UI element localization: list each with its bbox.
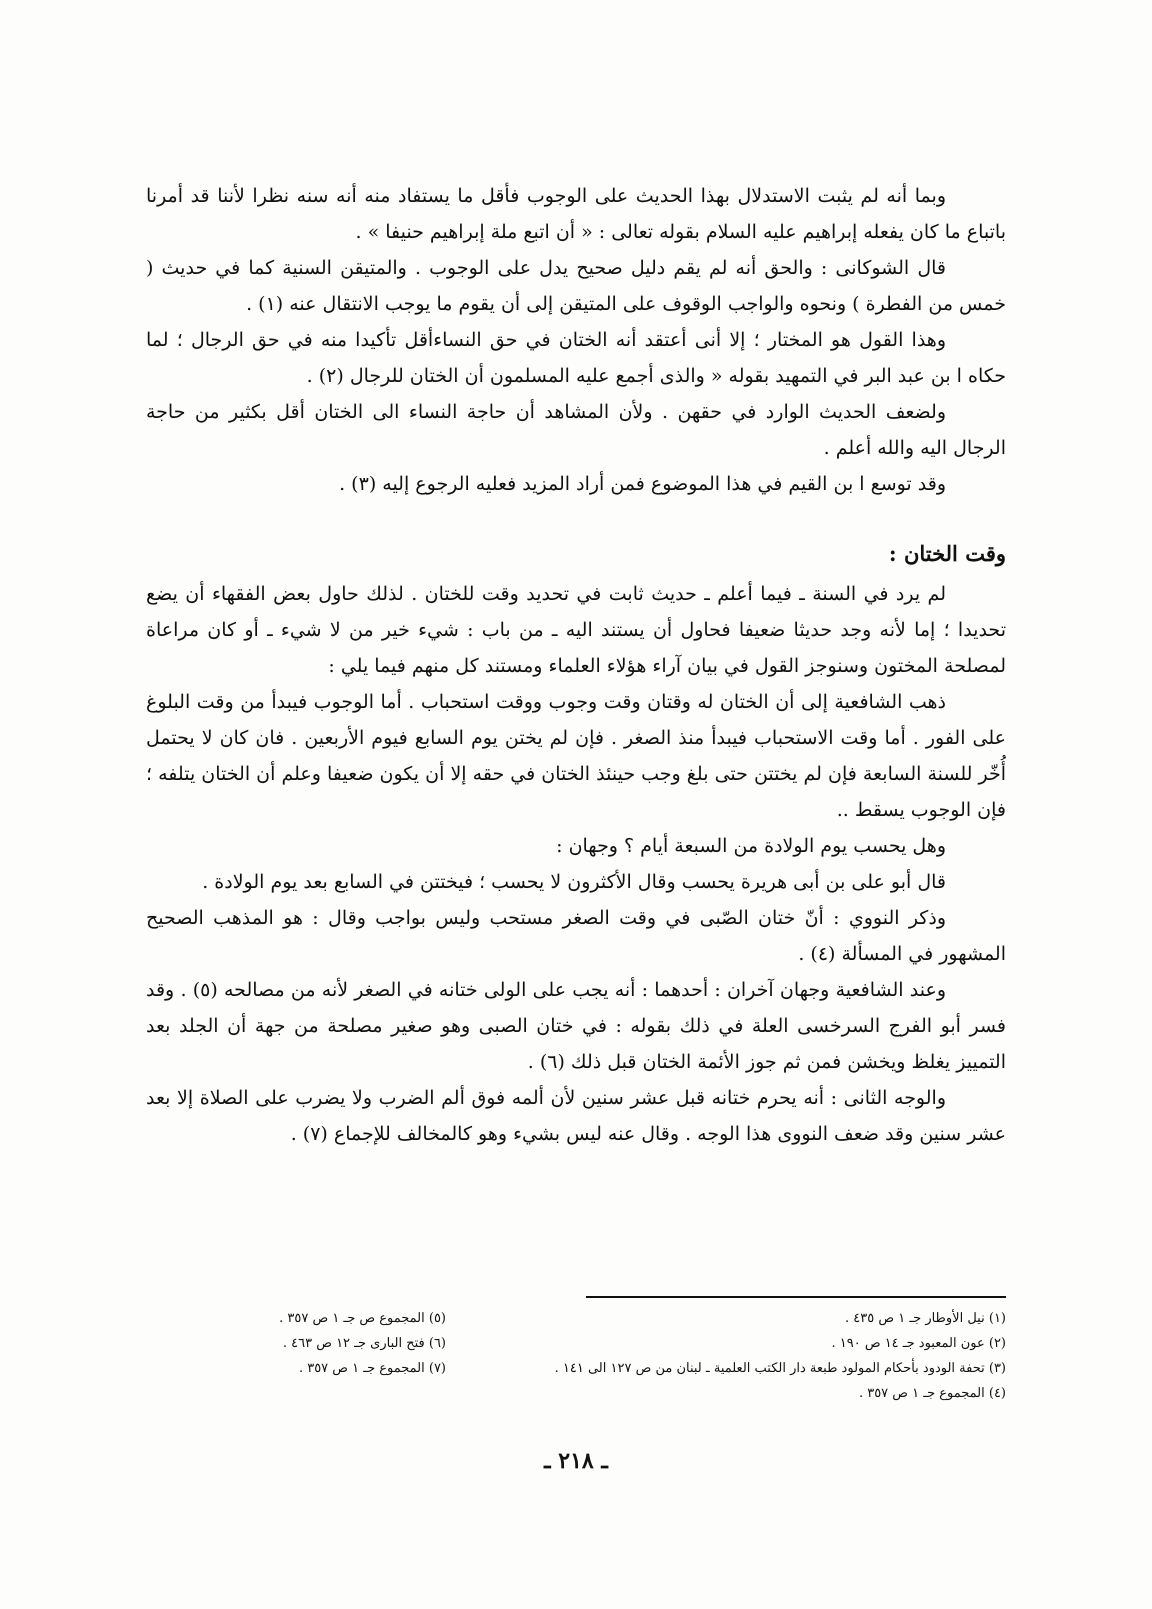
footnotes-column-left xyxy=(146,1306,446,1406)
footnote: (١) نيل الأوطار جـ ١ ص ٤٣٥ . xyxy=(845,1311,1006,1326)
footnote: (٢) عون المعبود جـ ١٤ ص ١٩٠ . xyxy=(831,1336,1006,1351)
paragraph: قال الشوكانى : والحق أنه لم يقم دليل صحيح يدل على الوجوب . والمتيقن السنية كما في حديث ( خمس من الفطرة ) ونحوه والواجب الوقوف على المتيقن إلى أن يقوم ما يوجب الانتقال عنه (١) . xyxy=(146,257,1006,315)
footnote: (٣) تحفة الودود بأحكام المولود طبعة دار الكتب العلمية ـ لبنان من ص ١٢٧ الى ١٤١ . xyxy=(554,1361,1006,1376)
paragraph: ولضعف الحديث الوارد في حقهن . ولأن المشاهد أن حاجة النساء الى الختان أقل بكثير من حاجة الرجال اليه والله أعلم . xyxy=(146,401,1006,459)
paragraph: لم يرد في السنة ـ فيما أعلم ـ حديث ثابت في تحديد وقت للختان . لذلك حاول بعض الفقهاء أن يضع تحديدا ؛ إما لأنه وجد حديثا ضعيفا فحاول أن يستند اليه ـ من باب : شيء خير من لا شيء ـ أو كان مراعاة لمصلحة المختون وسنوجز القول في بيان آراء هؤلاء العلماء ومستند كل منهم فيما يلي : xyxy=(146,583,1006,677)
paragraph: وهل يحسب يوم الولادة من السبعة أيام ؟ وجهان : xyxy=(556,835,946,857)
paragraph: وذكر النووي : أنّ ختان الصّبى في وقت الصغر مستحب وليس بواجب وقال : هو المذهب الصحيح المشهور في المسألة (٤) . xyxy=(146,907,1006,965)
paragraph: وقد توسع ا بن القيم في هذا الموضوع فمن أراد المزيد فعليه الرجوع إليه (٣) . xyxy=(339,473,946,495)
paragraph: وبما أنه لم يثبت الاستدلال بهذا الحديث على الوجوب فأقل ما يستفاد منه أنه سنه نظرا لأننا قد أمرنا باتباع ما كان يفعله إبراهيم عليه السلام بقوله تعالى : « أن اتبع ملة إبراهيم حنيفا » . xyxy=(146,185,1006,243)
page-number: ـ ٢١٨ ـ xyxy=(544,1448,608,1474)
footnote: (٥) المجموع ص جـ ١ ص ٣٥٧ . xyxy=(279,1311,446,1326)
footnote: (٧) المجموع جـ ١ ص ٣٥٧ . xyxy=(298,1361,446,1376)
body-text xyxy=(146,178,1006,1152)
paragraph: وهذا القول هو المختار ؛ إلا أنى أعتقد أنه الختان في حق النساءأقل تأكيدا منه في حق الرجال ؛ لما حكاه ا بن عبد البر في التمهيد بقوله « والذى أجمع عليه المسلمون أن الختان للرجال (٢) . xyxy=(146,329,1006,387)
footnote-divider xyxy=(586,1296,1006,1298)
paragraph: ذهب الشافعية إلى أن الختان له وقتان وقت وجوب ووقت استحباب . أما الوجوب فيبدأ من وقت البلوغ على الفور . أما وقت الاستحباب فيبدأ منذ الصغر . فإن لم يختن يوم السابع فيوم الأربعين . فان كان لا يحتمل أُخّر للسنة السابعة فإن لم يختتن حتى بلغ وجب حينئذ الختان في حقه إلا أن يكون ضعيفا وعلم أن الختان يتلفه ؛ فإن الوجوب يسقط .. xyxy=(146,691,1006,821)
section-heading: وقت الختان : xyxy=(888,541,1006,566)
footnotes-column-right xyxy=(506,1306,1006,1406)
paragraph: قال أبو على بن أبى هريرة يحسب وقال الأكثرون لا يحسب ؛ فيختتن في السابع بعد يوم الولادة . xyxy=(202,871,946,893)
footnotes xyxy=(146,1306,1006,1406)
paragraph: والوجه الثانى : أنه يحرم ختانه قبل عشر سنين لأن ألمه فوق ألم الضرب ولا يضرب على الصلاة إلا بعد عشر سنين وقد ضعف النووى هذا الوجه . وقال عنه ليس بشيء وهو كالمخالف للإجماع (٧) . xyxy=(146,1087,1006,1145)
footnote: (٤) المجموع جـ ١ ص ٣٥٧ . xyxy=(858,1386,1006,1401)
paragraph: وعند الشافعية وجهان آخران : أحدهما : أنه يجب على الولى ختانه في الصغر لأنه من مصالحه (٥) . وقد فسر أبو الفرج السرخسى العلة في ذلك بقوله : في ختان الصبى وهو صغير مصلحة من جهة أن الجلد بعد التمييز يغلظ ويخشن فمن ثم جوز الأئمة الختان قبل ذلك (٦) . xyxy=(146,979,1006,1073)
footnote: (٦) فتح البارى جـ ١٢ ص ٤٦٣ . xyxy=(282,1336,446,1351)
